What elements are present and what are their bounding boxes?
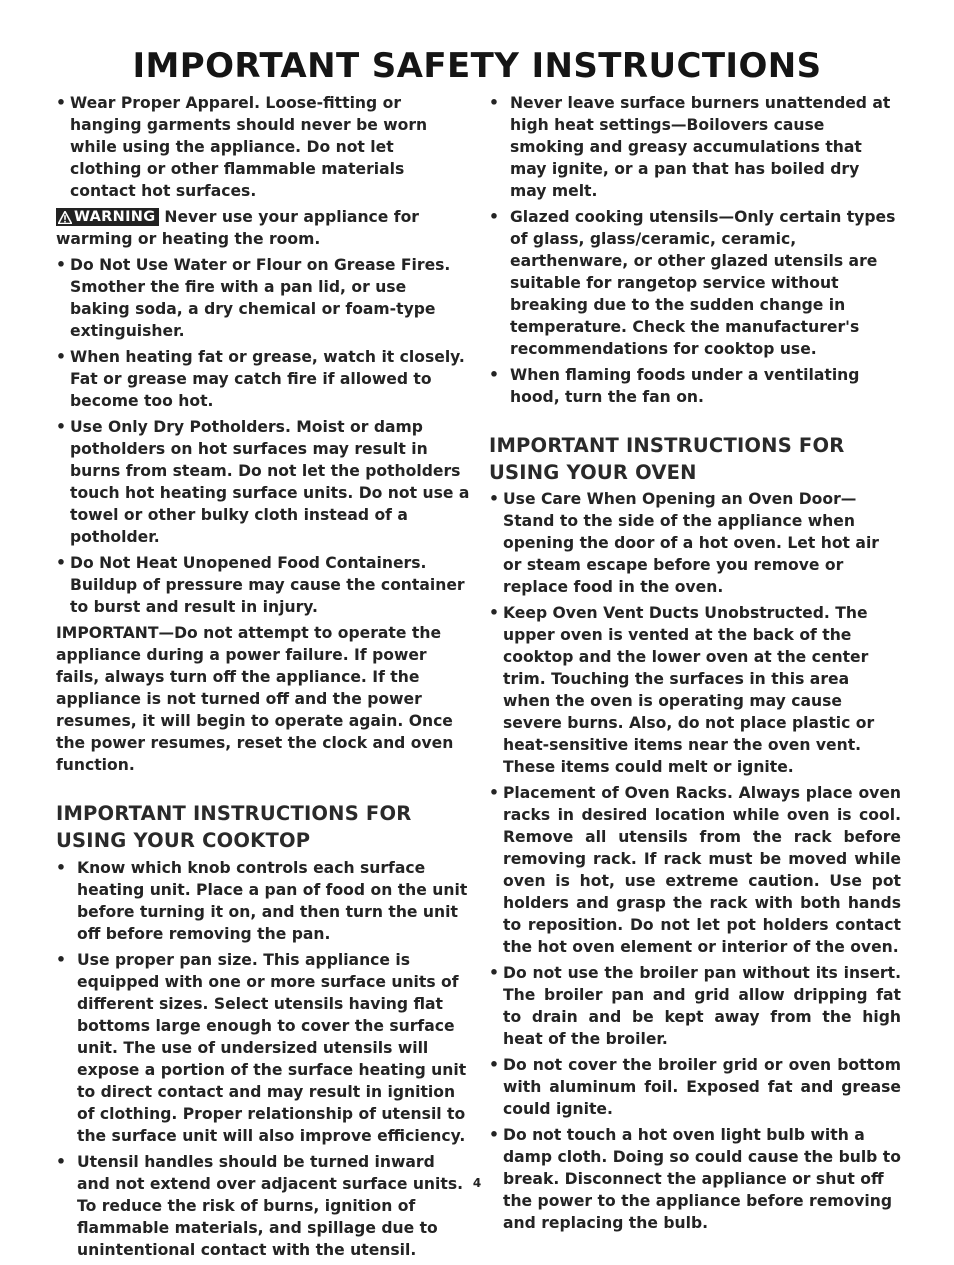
- list-item-text: Do not cover the broiler grid or oven bottom with aluminum foil. Exposed fat and grease could ignite.: [503, 1056, 901, 1118]
- list-item: [489, 602, 901, 778]
- list-item: [56, 857, 470, 945]
- bullet-dot: •: [489, 604, 499, 622]
- list-item: [56, 92, 470, 202]
- warning-label: WARNING: [74, 209, 156, 225]
- bullet-dot: •: [56, 1153, 66, 1171]
- cooktop-section-heading: IMPORTANT INSTRUCTIONS FOR USING YOUR COOKTOP: [56, 802, 412, 852]
- bullet-dot: •: [489, 366, 499, 384]
- list-item: [489, 364, 901, 408]
- list-item-text: Use Care When Opening an Oven Door—Stand to the side of the appliance when opening the door of a hot oven. Let hot air or steam escape before you remove or replace food in the oven.: [503, 490, 879, 596]
- warning-triangle-icon: [58, 211, 72, 224]
- bullet-dot: •: [489, 1056, 499, 1074]
- oven-section-heading: IMPORTANT INSTRUCTIONS FOR USING YOUR OVEN: [489, 434, 845, 484]
- list-item-text: Use proper pan size. This appliance is equipped with one or more surface units of different sizes. Select utensils having flat bottoms large enough to cover the surface unit. The use of undersized utensils will expose a portion of the surface heating unit to direct contact and may result in ignition of clothing. Proper relationship of utensil to the surface unit will also improve efficiency.: [77, 951, 467, 1145]
- bullet-dot: •: [489, 964, 499, 982]
- left-column: [56, 92, 470, 1265]
- bullet-dot: •: [56, 859, 66, 877]
- list-item-text: Do Not Heat Unopened Food Containers. Buildup of pressure may cause the container to burst and result in injury.: [70, 554, 465, 616]
- list-item-text: Wear Proper Apparel. Loose-fitting or hanging garments should never be worn while using the appliance. Do not let clothing or other flammable materials contact hot surfaces.: [70, 94, 428, 200]
- list-item: [56, 949, 470, 1147]
- important-note: IMPORTANT—Do not attempt to operate the appliance during a power failure. If power fails, always turn off the appliance. If the appliance is not turned off and the power resumes, it will begin to operate again. Once the power resumes, reset the clock and oven function.: [56, 624, 454, 774]
- list-item: [489, 782, 901, 958]
- list-item-text: When flaming foods under a ventilating hood, turn the fan on.: [510, 366, 860, 406]
- bullet-dot: •: [56, 951, 66, 969]
- list-item-text: Never leave surface burners unattended at high heat settings—Boilovers cause smoking and greasy accumulations that may ignite, or a pan that has boiled dry may melt.: [510, 94, 891, 200]
- list-item: [489, 206, 901, 360]
- list-item: [56, 254, 470, 342]
- bullet-dot: •: [56, 94, 66, 112]
- right-column: [489, 92, 901, 1238]
- list-item: [56, 346, 470, 412]
- list-item-text: Do not touch a hot oven light bulb with a damp cloth. Doing so could cause the bulb to break. Disconnect the appliance or shut off the power to the appliance before removing and replacing the bulb.: [503, 1126, 901, 1232]
- warning-text: Never use your appliance for warming or heating the room.: [56, 208, 419, 248]
- list-item-text: Know which knob controls each surface heating unit. Place a pan of food on the unit before turning it on, and then turn the unit off before removing the pan.: [77, 859, 468, 943]
- list-item-text: Glazed cooking utensils—Only certain types of glass, glass/ceramic, ceramic, earthenware, or other glazed utensils are suitable for rangetop service without breaking due to the sudden change in temperature. Check the manufacturer's recommendations for cooktop use.: [510, 208, 896, 358]
- page-number: 4: [472, 1176, 482, 1190]
- list-item: [56, 416, 470, 548]
- bullet-dot: •: [489, 490, 499, 508]
- list-item: [489, 488, 901, 598]
- bullet-dot: •: [489, 208, 499, 226]
- list-item: [489, 92, 901, 202]
- list-item-text: Do not use the broiler pan without its insert. The broiler pan and grid allow dripping fat to drain and be kept away from the high heat of the broiler.: [503, 964, 901, 1048]
- page-title: IMPORTANT SAFETY INSTRUCTIONS: [132, 46, 822, 86]
- warning-badge: [56, 208, 159, 226]
- list-item-text: Utensil handles should be turned inward and not extend over adjacent surface units. To reduce the risk of burns, ignition of flammable materials, and spillage due to unintentional contact with the utensil.: [77, 1153, 464, 1259]
- list-item-text: When heating fat or grease, watch it closely. Fat or grease may catch fire if allowed to become too hot.: [70, 348, 465, 410]
- list-item-text: Placement of Oven Racks. Always place oven racks in desired location while oven is cool. Remove all utensils from the rack before removing rack. If rack must be moved while oven is hot, use extreme caution. Use pot holders and grasp the rack with both hands to reposition. Do not let pot holders contact the hot oven element or interior of the oven.: [503, 784, 901, 956]
- bullet-dot: •: [489, 94, 499, 112]
- bullet-dot: •: [56, 256, 66, 274]
- list-item: [489, 962, 901, 1050]
- bullet-dot: •: [489, 784, 499, 802]
- list-item-text: Use Only Dry Potholders. Moist or damp potholders on hot surfaces may result in burns from steam. Do not let the potholders touch hot heating surface units. Do not use a towel or other bulky cloth instead of a potholder.: [70, 418, 470, 546]
- list-item-text: Do Not Use Water or Flour on Grease Fires. Smother the fire with a pan lid, or use baking soda, a dry chemical or foam-type extinguisher.: [70, 256, 451, 340]
- warning-paragraph: [56, 206, 470, 250]
- list-item: [56, 1151, 470, 1261]
- bullet-dot: •: [56, 554, 66, 572]
- bullet-dot: •: [56, 348, 66, 366]
- bullet-dot: •: [489, 1126, 499, 1144]
- bullet-dot: •: [56, 418, 66, 436]
- list-item: [489, 1054, 901, 1120]
- list-item: [56, 552, 470, 618]
- list-item-text: Keep Oven Vent Ducts Unobstructed. The upper oven is vented at the back of the cooktop and the lower oven at the center trim. Touching the surfaces in this area when the oven is operating may cause severe burns. Also, do not place plastic or heat-sensitive items near the oven vent. These items could melt or ignite.: [503, 604, 875, 776]
